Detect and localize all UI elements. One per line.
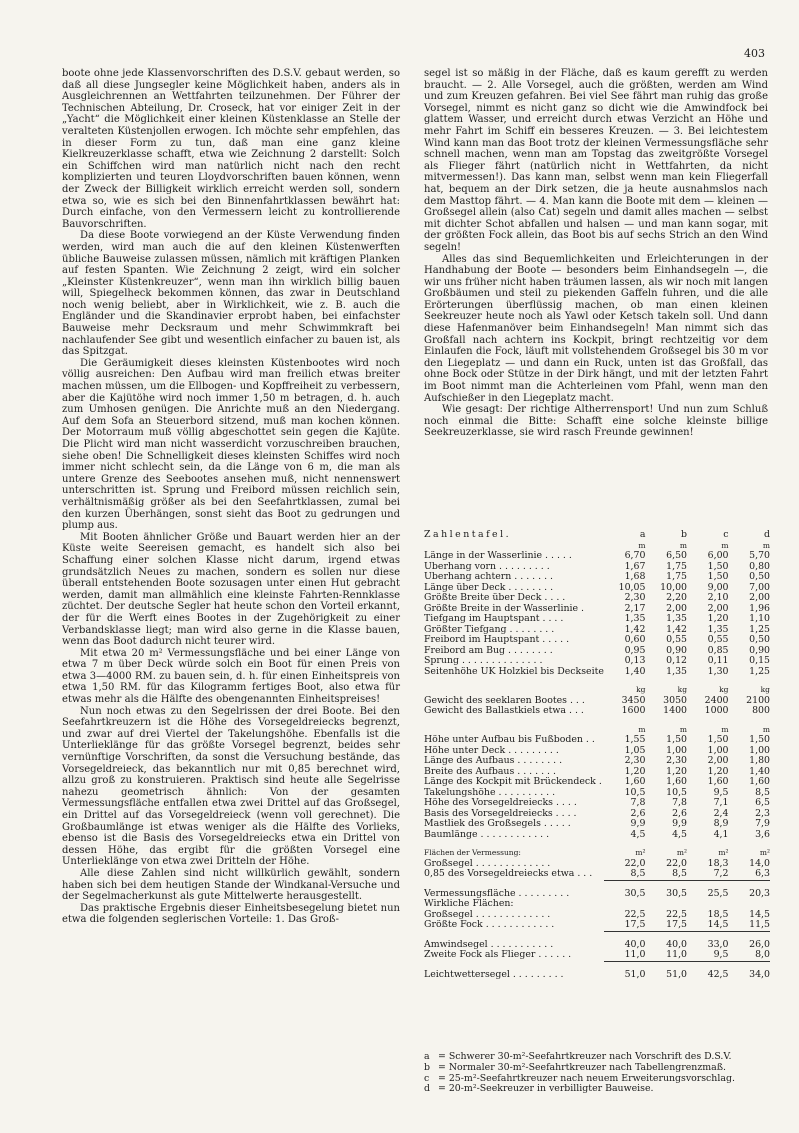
unit-row bbox=[424, 685, 770, 696]
cell-value: 0,85 bbox=[707, 644, 729, 656]
cell-value: 10,05 bbox=[618, 581, 646, 593]
cell-value: 8,9 bbox=[713, 818, 729, 829]
cell-value: 2,00 bbox=[666, 602, 688, 614]
cell-value: 7,1 bbox=[713, 797, 729, 808]
cell-value: 1,25 bbox=[749, 623, 770, 635]
cell-value: 2,4 bbox=[713, 807, 729, 819]
cell-value: 2,6 bbox=[630, 807, 646, 819]
cell-value: 1,20 bbox=[707, 613, 729, 624]
cell-value: 40,0 bbox=[624, 938, 646, 950]
cell-value: 0,60 bbox=[624, 634, 646, 645]
column-head: d bbox=[763, 529, 770, 540]
row-label: Größte Fock . . . . . . . . . . . . bbox=[424, 920, 555, 931]
cell-value: 2,00 bbox=[707, 602, 729, 614]
paragraph: Wie gesagt: Der richtige Altherrensport! Und nun zum Schluß noch einmal die Bitte: Schafft eine solche kleinste billige Seekreuzerklasse, sie wird rasch Freunde gewinnen! bbox=[424, 404, 768, 439]
unit-label: m² bbox=[635, 848, 646, 857]
cell-value: 1,35 bbox=[624, 613, 646, 624]
legend-text: = 25-m²-Seefahrtkreuzer nach neuem Erweiterungsvorschlag. bbox=[438, 1072, 735, 1084]
row-label: Überhang achtern . . . . . . . bbox=[424, 572, 554, 582]
legend-key: d bbox=[424, 1083, 431, 1095]
cell-value: 8,0 bbox=[729, 950, 771, 961]
paragraph: boote ohne jede Klassenvorschriften des D.S.V. gebaut werden, so daß all diese Jungsegler keine Möglichkeit haben, anders als in Ausgleichrennen an Wettfahrten teilzunehmen. Der Führer der Technischen Abteilung, Dr. Croseck, hat vor einiger Zeit in der „Yacht“ die Möglichkeit einer kleinen Küstenklasse an Stelle der veralteten Küstenjollen erwogen. Ich möchte sehr empfehlen, das in dieser Form zu tun, daß man eine ganz kleine Kielkreuzerklasse schafft, etwa wie Zeichnung 2 darstellt: Solch ein Schiffchen wird man natürlich nicht nach den recht komplizierten und teuren Lloydvorschriften bauen können, wenn der Zweck der Billigkeit wirklich erreicht werden soll, sondern etwa so, wie es sich bei den Binnenfahrtklassen bewährt hat: Durch einfache, von den Vermessern leicht zu kontrollierende Bauvorschriften. bbox=[62, 68, 400, 230]
row-label: Sprung . . . . . . . . . . . . . . bbox=[424, 656, 543, 666]
row-label: Höhe des Vorsegeldreiecks . . . . bbox=[424, 798, 577, 808]
spacer-row bbox=[424, 840, 770, 848]
cell-value: 1,40 bbox=[624, 665, 646, 677]
cell-value: 800 bbox=[752, 705, 770, 716]
cell-value: 1400 bbox=[663, 705, 688, 716]
unit-row bbox=[424, 848, 770, 859]
cell-value: 9,9 bbox=[672, 818, 688, 829]
cell-value: 9,00 bbox=[707, 581, 729, 593]
table-row bbox=[424, 735, 770, 746]
cell-value: 7,00 bbox=[749, 581, 770, 593]
cell-value: 7,8 bbox=[630, 797, 646, 808]
cell-value bbox=[604, 899, 646, 910]
unit-label: m² bbox=[718, 848, 729, 857]
cell-value: 2,17 bbox=[624, 602, 646, 614]
cell-value: 18,3 bbox=[707, 857, 729, 869]
right-column bbox=[424, 68, 768, 439]
unit-label: kg bbox=[719, 685, 729, 694]
cell-value: 3,6 bbox=[755, 828, 770, 840]
row-label: Länge des Aufbaus . . . . . . . . bbox=[424, 756, 563, 766]
cell-value: 30,5 bbox=[666, 887, 688, 899]
unit-label: kg bbox=[677, 685, 688, 694]
unit-label: m bbox=[721, 724, 729, 734]
legend-key: a bbox=[424, 1051, 430, 1062]
table-row bbox=[424, 920, 770, 931]
cell-value: 7,2 bbox=[687, 869, 728, 880]
row-label: Gewicht des seeklaren Bootes . . . bbox=[424, 695, 585, 706]
table-row bbox=[424, 889, 770, 900]
cell-value: 11,5 bbox=[729, 920, 771, 931]
row-label: Tiefgang im Hauptspant . . . . bbox=[424, 614, 564, 624]
cell-value: 17,5 bbox=[604, 920, 646, 931]
cell-value: 51,0 bbox=[624, 968, 646, 980]
cell-value: 0,15 bbox=[749, 655, 770, 666]
unit-label: m bbox=[679, 724, 688, 734]
cell-value: 1,35 bbox=[707, 623, 729, 635]
row-label: Leichtwettersegel . . . . . . . . . bbox=[424, 969, 564, 980]
cell-value: 25,5 bbox=[707, 887, 729, 899]
unit-label: m² bbox=[676, 848, 688, 857]
cell-value bbox=[645, 899, 687, 910]
cell-value: 18,5 bbox=[707, 908, 729, 920]
cell-value: 1600 bbox=[621, 705, 646, 716]
cell-value: 1,50 bbox=[707, 571, 729, 582]
row-label: Seitenhöhe UK Holzkiel bis Deckseite bbox=[424, 666, 604, 677]
cell-value: 9,5 bbox=[687, 950, 728, 961]
paragraph: Mit Booten ähnlicher Größe und Bauart werden hier an der Küste weite Seereisen gemacht, es handelt sich also bei Schaffung einer solchen Klasse nicht darum, irgend etwas grundsätzlich Neues zu machen, sondern es sollen nur diese überall entstehenden Boote sozusagen unter einen Hut gebracht werden, damit man allmählich eine kleinste Fahrten-Rennklasse züchtet. Der deutsche Segler hat heute schon den Vorteil erkannt, der für die Werft eines Bootes in der Zugehörigkeit zu einer Verbandsklasse liegt; man wird also gerne in die Klasse bauen, wenn das Boot dadurch nicht teurer wird. bbox=[62, 531, 400, 648]
paragraph: Alles das sind Bequemlichkeiten und Erleichterungen in der Handhabung der Boote — besonders beim Einhandsegeln —, die wir uns früher nicht haben träumen lassen, als wir noch mit langen Großbäumen und steil zu piekenden Gaffeln fuhren, und die alle Erörterungen überflüssig machen, ob man einen kleinen Seekreuzer heute noch als Yawl oder Ketsch takeln soll. Und dann diese Hafenmanöver beim Einhandsegeln! Man nimmt sich das Großfall nach achtern ins Kockpit, bringt rechtzeitig vor dem Einlaufen die Fock, läuft mit vollstehendem Großsegel bis 30 m vor den Liegeplatz — und dann ein Ruck, unten ist das Großfall, das ohne Bock oder Stütze in der Dirk hängt, und mit der letzten Fahrt im Boot nimmt man die Achterleinen vom Pfahl, wenn man den Aufschießer in den Liegeplatz macht. bbox=[424, 253, 768, 404]
unit-label: m bbox=[638, 540, 646, 550]
table-row bbox=[424, 706, 770, 717]
cell-value: 1,35 bbox=[666, 665, 688, 677]
cell-value: 51,0 bbox=[666, 968, 688, 980]
paragraph: segel ist so mäßig in der Fläche, daß es kaum gerefft zu werden braucht. — 2. Alle Vorsegel, auch die größten, werden am Wind und zum Kreuzen gefahren. Bei viel See fährt man ruhig das große Vorsegel, nimmt es nicht ganz so dicht wie die Amwindfock bei glattem Wasser, und erreicht durch etwas Verzicht an Höhe und mehr Fahrt im Schiff ein besseres Kreuzen. — 3. Bei leichtestem Wind kann man das Boot trotz der kleinen Vermessungsfläche sehr schnell machen, wenn man am Topstag das zweitgrößte Vorsegel als Flieger fährt (natürlich nicht in Wettfahrten, da nicht mitvermessen!). Das kann man, selbst wenn man kein Fliegerfall hat, bequem an der Dirk setzen, die ja heute ausnahmslos nach dem Masttop fährt. — 4. Man kann die Boote mit dem — kleinen — Großsegel allein (also Cat) segeln und damit alles machen — selbst mit dichter Schot abfallen und halsen — und man kann sogar, mit der größten Fock allein, das Boot bis auf sechs Strich an den Wind segeln! bbox=[424, 68, 768, 253]
row-label: Freibord im Hauptspant . . . . . bbox=[424, 635, 570, 645]
cell-value: 30,5 bbox=[624, 887, 646, 899]
cell-value: 8,5 bbox=[604, 869, 646, 880]
cell-value: 6,3 bbox=[729, 869, 771, 880]
cell-value: 1,10 bbox=[749, 613, 770, 624]
cell-value: 22,5 bbox=[666, 908, 688, 920]
unit-label: kg bbox=[636, 685, 646, 694]
row-label: Takelungshöhe . . . . . . . . . . bbox=[424, 787, 556, 798]
unit-label: m² bbox=[759, 848, 770, 857]
cell-value: 1,00 bbox=[666, 744, 688, 756]
table-row bbox=[424, 635, 770, 646]
cell-value: 0,12 bbox=[666, 655, 688, 666]
cell-value: 1,40 bbox=[749, 765, 770, 777]
cell-value: 8,5 bbox=[755, 786, 770, 798]
table-row bbox=[424, 950, 770, 961]
data-table-section bbox=[424, 530, 770, 980]
unit-label: m bbox=[762, 540, 770, 550]
cell-value: 1,20 bbox=[624, 765, 646, 777]
row-label: Basis des Vorsegeldreiecks . . . . bbox=[424, 808, 577, 819]
table-row bbox=[424, 551, 770, 562]
cell-value bbox=[729, 899, 771, 910]
cell-value: 3050 bbox=[663, 694, 688, 706]
cell-value: 1,42 bbox=[624, 623, 646, 635]
cell-value: 4,5 bbox=[672, 828, 688, 840]
cell-value: 2,30 bbox=[624, 592, 646, 603]
table-row bbox=[424, 593, 770, 604]
unit-label: m bbox=[721, 540, 729, 550]
row-label: Länge des Kockpit mit Brückendeck . bbox=[424, 777, 602, 787]
row-label: Baumlänge . . . . . . . . . . . . bbox=[424, 829, 550, 840]
cell-value: 0,95 bbox=[624, 644, 646, 656]
cell-value: 1,50 bbox=[666, 734, 688, 745]
legend-text: = Normaler 30-m²-Seefahrtkreuzer nach Tabellengrenzmaß. bbox=[438, 1061, 726, 1073]
empty-cell bbox=[424, 685, 604, 696]
unit-label: m bbox=[638, 724, 646, 734]
cell-value: 6,50 bbox=[666, 550, 688, 561]
cell-value: 1,20 bbox=[707, 765, 729, 777]
legend-text: = Schwerer 30-m²-Seefahrtkreuzer nach Vorschrift des D.S.V. bbox=[438, 1051, 732, 1062]
table-row bbox=[424, 572, 770, 583]
cell-value: 0,50 bbox=[749, 634, 770, 645]
cell-value: 14,5 bbox=[687, 920, 728, 931]
cell-value: 1,75 bbox=[666, 560, 688, 572]
row-label: Amwindsegel . . . . . . . . . . . bbox=[424, 939, 554, 950]
cell-value: 8,5 bbox=[645, 869, 687, 880]
empty-cell bbox=[424, 541, 604, 552]
cell-value: 9,9 bbox=[630, 818, 646, 829]
row-label: Großsegel . . . . . . . . . . . . . bbox=[424, 909, 551, 920]
cell-value: 1,60 bbox=[666, 776, 688, 787]
table-row bbox=[424, 614, 770, 625]
cell-value: 2400 bbox=[704, 694, 729, 706]
cell-value: 1,50 bbox=[707, 560, 729, 572]
table-row bbox=[424, 667, 770, 678]
cell-value: 2,30 bbox=[624, 755, 646, 766]
cell-value: 22,5 bbox=[624, 908, 646, 920]
cell-value: 5,70 bbox=[749, 550, 770, 561]
cell-value: 2,6 bbox=[672, 807, 688, 819]
table-header-row bbox=[424, 530, 770, 541]
table-row bbox=[424, 899, 770, 910]
cell-value: 20,3 bbox=[749, 887, 770, 899]
legend-item bbox=[424, 1084, 770, 1095]
cell-value: 1,60 bbox=[749, 776, 770, 787]
cell-value: 7,9 bbox=[755, 818, 770, 829]
cell-value: 34,0 bbox=[749, 968, 770, 980]
cell-value: 1,55 bbox=[624, 734, 646, 745]
cell-value: 1,60 bbox=[624, 776, 646, 787]
legend-text: = 20-m²-Seekreuzer in verbilligter Bauweise. bbox=[438, 1083, 654, 1095]
cell-value bbox=[687, 899, 728, 910]
cell-value: 1,30 bbox=[707, 665, 729, 677]
cell-value: 0,50 bbox=[749, 571, 770, 582]
cell-value: 0,90 bbox=[749, 644, 770, 656]
spacer-row bbox=[424, 677, 770, 685]
table-row bbox=[424, 756, 770, 767]
cell-value: 10,5 bbox=[666, 786, 688, 798]
row-label: Größter Tiefgang . . . . . . . . bbox=[424, 624, 555, 635]
column-head: b bbox=[681, 529, 688, 540]
cell-value: 4,1 bbox=[713, 828, 729, 840]
paragraph: Nun noch etwas zu den Segelrissen der drei Boote. Bei den Seefahrtkreuzern ist die Höhe des Vorsegeldreiecks begrenzt, und zwar auf drei Viertel der Takelungshöhe. Ebenfalls ist die Unterlieklänge für das größte Vorsegel begrenzt, beides sehr vernünftige Vorschriften, da sonst die Versuchung bestände, das Vorsegeldreieck, das bekanntlich nur mit 0,85 berechnet wird, allzu groß zu konstruieren. Praktisch sind heute alle Segelrisse nahezu geometrisch ähnlich: Von der gesamten Vermessungsfläche entfallen etwa zwei Drittel auf das Großsegel, ein Drittel auf das Vorsegeldreieck (wenn voll gerechnet). Die Großbaumlänge ist etwas weniger als die Hälfte des Vorlieks, ebenso ist die Basis des Vorsegeldreiecks etwa ein Drittel von dessen Höhe, das ergibt für die größten Vorsegel eine Unterlieklänge von etwa zwei Dritteln der Höhe. bbox=[62, 705, 400, 868]
cell-value: 10,5 bbox=[624, 786, 646, 798]
paragraph: Die Geräumigkeit dieses kleinsten Küstenbootes wird noch völlig ausreichen: Den Aufbau wird man freilich etwas breiter machen müssen, um die Ellbogen- und Kopffreiheit zu verbessern, aber die Kajütöhe wird noch immer 1,50 m betragen, d. h. auch zum Umhosen genügen. Die Anrichte muß an den Niedergang. Auf dem Sofa an Steuerbord sitzend, muß man kochen können. Der Motorraum muß völlig abgeschottet sein gegen die Kajüte. Die Plicht wird man nicht wasserdicht vorzuschreiben brauchen, siehe oben! Die Schnelligkeit dieses kleinsten Schiffes wird noch immer nicht schlecht sein, da die Länge von 6 m, die man als untere Grenze des Seebootes ansehen muß, nicht nennenswert unterschritten ist. Sprung und Freibord müssen reichlich sein, verhältnismäßig größer als bei den Seefahrtklassen, zumal bei den kurzen Überhängen, sonst sieht das Boot zu gedrungen und plump aus. bbox=[62, 357, 400, 532]
cell-value: 7,8 bbox=[672, 797, 688, 808]
cell-value: 0,13 bbox=[624, 655, 646, 666]
table-row bbox=[424, 830, 770, 841]
table-title: Zahlentafel. bbox=[424, 530, 512, 540]
cell-value: 22,0 bbox=[666, 857, 688, 869]
cell-value: 6,5 bbox=[755, 797, 770, 808]
legend-key: b bbox=[424, 1061, 431, 1073]
cell-value: 1,68 bbox=[624, 571, 646, 582]
cell-value: 3450 bbox=[621, 694, 646, 706]
cell-value: 11,0 bbox=[604, 950, 646, 961]
page-number: 403 bbox=[744, 47, 765, 60]
row-label: Zweite Fock als Flieger . . . . . . bbox=[424, 950, 572, 961]
cell-value: 10,00 bbox=[660, 581, 688, 593]
table-row bbox=[424, 798, 770, 809]
row-label: Breite des Aufbaus . . . . . . . bbox=[424, 766, 556, 777]
row-label: Länge in der Wasserlinie . . . . . bbox=[424, 551, 572, 561]
unit-label: m bbox=[679, 540, 688, 550]
cell-value: 1,50 bbox=[749, 734, 770, 745]
cell-value: 4,5 bbox=[630, 828, 646, 840]
cell-value: 11,0 bbox=[645, 950, 687, 961]
table-row bbox=[424, 777, 770, 788]
cell-value: 1000 bbox=[704, 705, 729, 716]
cell-value: 6,70 bbox=[624, 550, 646, 561]
legend-key: c bbox=[424, 1072, 430, 1084]
cell-value: 2,20 bbox=[666, 592, 688, 603]
table-row bbox=[424, 819, 770, 830]
cell-value: 2,00 bbox=[749, 592, 770, 603]
cell-value: 14,5 bbox=[749, 908, 770, 920]
cell-value: 0,80 bbox=[749, 560, 770, 572]
cell-value: 40,0 bbox=[666, 938, 688, 950]
cell-value: 1,96 bbox=[749, 602, 770, 614]
empty-cell bbox=[424, 725, 604, 736]
cell-value: 6,00 bbox=[707, 550, 729, 561]
row-label: Höhe unter Deck . . . . . . . . . bbox=[424, 745, 559, 756]
cell-value: 2,10 bbox=[707, 592, 729, 603]
cell-value: 9,5 bbox=[713, 786, 729, 798]
row-label: 0,85 des Vorsegeldreiecks etwa . . . bbox=[424, 869, 593, 880]
cell-value: 0,90 bbox=[666, 644, 688, 656]
cell-value: 1,00 bbox=[749, 744, 770, 756]
paragraph: Alle diese Zahlen sind nicht willkürlich gewählt, sondern haben sich bei dem heutigen Stande der Windkanal-Versuche und der Segelmacherkunst als gute Mittelwerte herausgestellt. bbox=[62, 867, 400, 903]
cell-value: 1,60 bbox=[707, 776, 729, 787]
table-legend bbox=[424, 1052, 770, 1095]
cell-value: 22,0 bbox=[624, 857, 646, 869]
row-label: Vermessungsfläche . . . . . . . . . bbox=[424, 888, 570, 899]
paragraph: Das praktische Ergebnis dieser Einheitsbesegelung bietet nun etwa die folgenden seglerischen Vorteile: 1. Das Groß- bbox=[62, 902, 400, 926]
row-label: Großsegel . . . . . . . . . . . . . bbox=[424, 858, 551, 869]
cell-value: 2100 bbox=[746, 694, 770, 706]
cell-value: 2,3 bbox=[755, 807, 770, 819]
cell-value: 0,55 bbox=[707, 634, 729, 645]
cell-value: 1,67 bbox=[624, 560, 646, 572]
cell-value: 1,35 bbox=[666, 613, 688, 624]
group-header: Flächen der Vermessung: bbox=[424, 848, 521, 857]
row-label: Höhe unter Aufbau bis Fußboden . . bbox=[424, 735, 595, 745]
row-label: Freibord am Bug . . . . . . . . bbox=[424, 645, 553, 656]
cell-value: 1,25 bbox=[749, 665, 770, 677]
row-label: Gewicht des Ballastkiels etwa . . . bbox=[424, 706, 584, 716]
cell-value: 1,20 bbox=[666, 765, 688, 777]
spacer-row bbox=[424, 717, 770, 725]
cell-value: 1,05 bbox=[624, 744, 646, 756]
cell-value: 1,75 bbox=[666, 571, 688, 582]
cell-value: 2,00 bbox=[707, 755, 729, 766]
row-label: Länge über Deck . . . . . . . . bbox=[424, 582, 554, 593]
column-head: c bbox=[723, 529, 729, 540]
cell-value: 14,0 bbox=[749, 857, 770, 869]
cell-value: 0,55 bbox=[666, 634, 688, 645]
table-row bbox=[424, 970, 770, 981]
cell-value: 26,0 bbox=[749, 938, 770, 950]
unit-label: m bbox=[762, 724, 770, 734]
cell-value: 17,5 bbox=[645, 920, 687, 931]
table-row bbox=[424, 656, 770, 667]
row-label: Größte Breite in der Wasserlinie . bbox=[424, 603, 585, 614]
cell-value: 1,80 bbox=[749, 755, 770, 766]
row-label: Mastliek des Großsegels . . . . . bbox=[424, 819, 571, 829]
cell-value: 33,0 bbox=[707, 938, 729, 950]
row-label: Wirkliche Flächen: bbox=[424, 899, 514, 909]
row-label: Überhang vorn . . . . . . . . . bbox=[424, 561, 550, 572]
cell-value: 1,00 bbox=[707, 744, 729, 756]
cell-value: 0,11 bbox=[707, 655, 729, 666]
data-table bbox=[424, 530, 770, 980]
paragraph: Mit etwa 20 m² Vermessungsfläche und bei einer Länge von etwa 7 m über Deck würde solch ein Boot für einen Preis von etwa 3—4000 RM. zu bauen sein, d. h. für einen Einheitspreis von etwa 1,50 RM. für das Kilogramm fertiges Boot, also etwa für etwas mehr als die Hälfte des obengenannten Einheitspreises! bbox=[62, 647, 400, 706]
row-label: Größte Breite über Deck . . . . bbox=[424, 593, 566, 603]
cell-value: 1,50 bbox=[707, 734, 729, 745]
paragraph: Da diese Boote vorwiegend an der Küste Verwendung finden werden, wird man auch die auf den kleinen Küstenwerften übliche Bauweise zulassen müssen, nämlich mit kräftigen Planken auf festen Spanten. Wie Zeichnung 2 zeigt, wird ein solcher „Kleinster Küstenkreuzer“, wenn man ihn wirklich billig bauen will, Spiegelheck bekommen können, das zwar in Deutschland noch wenig beliebt, aber in Wirklichkeit, wie z. B. auch die Engländer und die Skandinavier erprobt haben, bei einfachster Bauweise mehr Decksraum und mehr Schwimmkraft bei nachlaufender See gibt und wesentlich einfacher zu bauen ist, als das Spitzgat. bbox=[62, 230, 400, 358]
left-column bbox=[62, 68, 400, 926]
cell-value: 2,30 bbox=[666, 755, 688, 766]
unit-label: kg bbox=[760, 685, 770, 694]
column-head: a bbox=[639, 529, 646, 540]
table-row bbox=[424, 869, 770, 880]
cell-value: 42,5 bbox=[707, 968, 729, 980]
cell-value: 1,42 bbox=[666, 623, 688, 635]
